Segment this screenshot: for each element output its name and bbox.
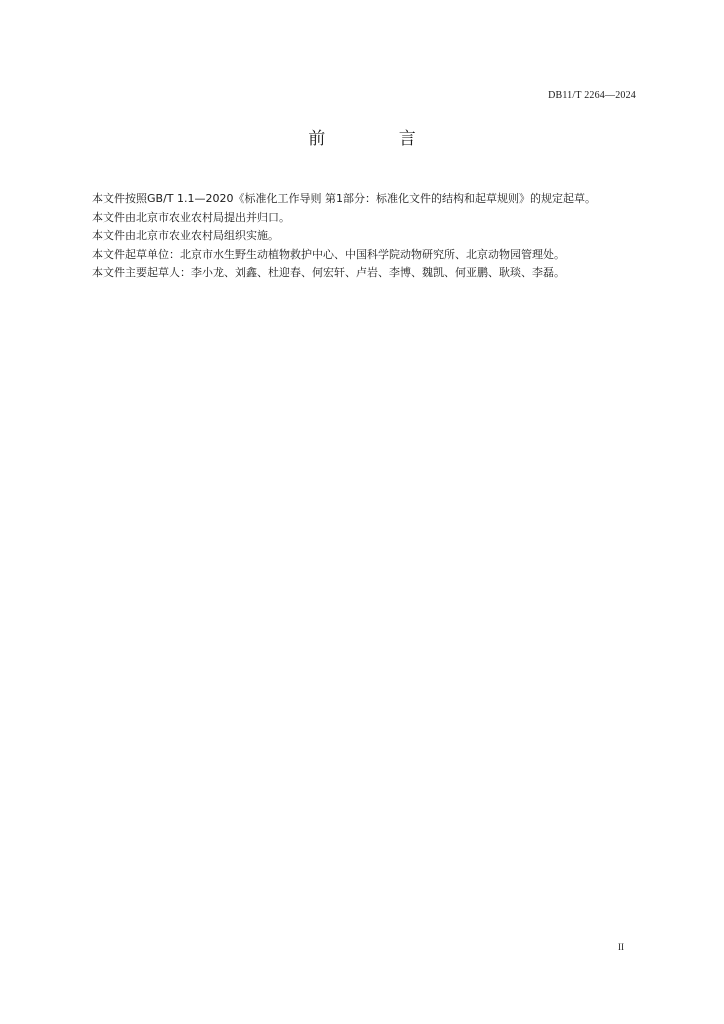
page-title: 前 言 [308,129,450,149]
page-number: II [618,942,624,952]
paragraph-drafting-rules: 本文件按照GB/T 1.1—2020《标准化工作导则 第1部分：标准化文件的结构和起草规则》的规定起草。 [92,192,596,205]
standard-code: DB11/T 2264—2024 [548,90,636,101]
preface-body [68,190,640,283]
paragraph-proposer: 本文件由北京市农业农村局提出并归口。 [92,210,290,224]
paragraph-implementer: 本文件由北京市农业农村局组织实施。 [92,229,279,242]
paragraph-drafting-units: 本文件起草单位：北京市水生野生动植物救护中心、中国科学院动物研究所、北京动物园管理处。 [92,247,565,261]
paragraph-drafters: 本文件主要起草人：李小龙、刘鑫、杜迎春、何宏轩、卢岩、李博、魏凯、何亚鹏、耿琰、李磊。 [92,266,565,279]
